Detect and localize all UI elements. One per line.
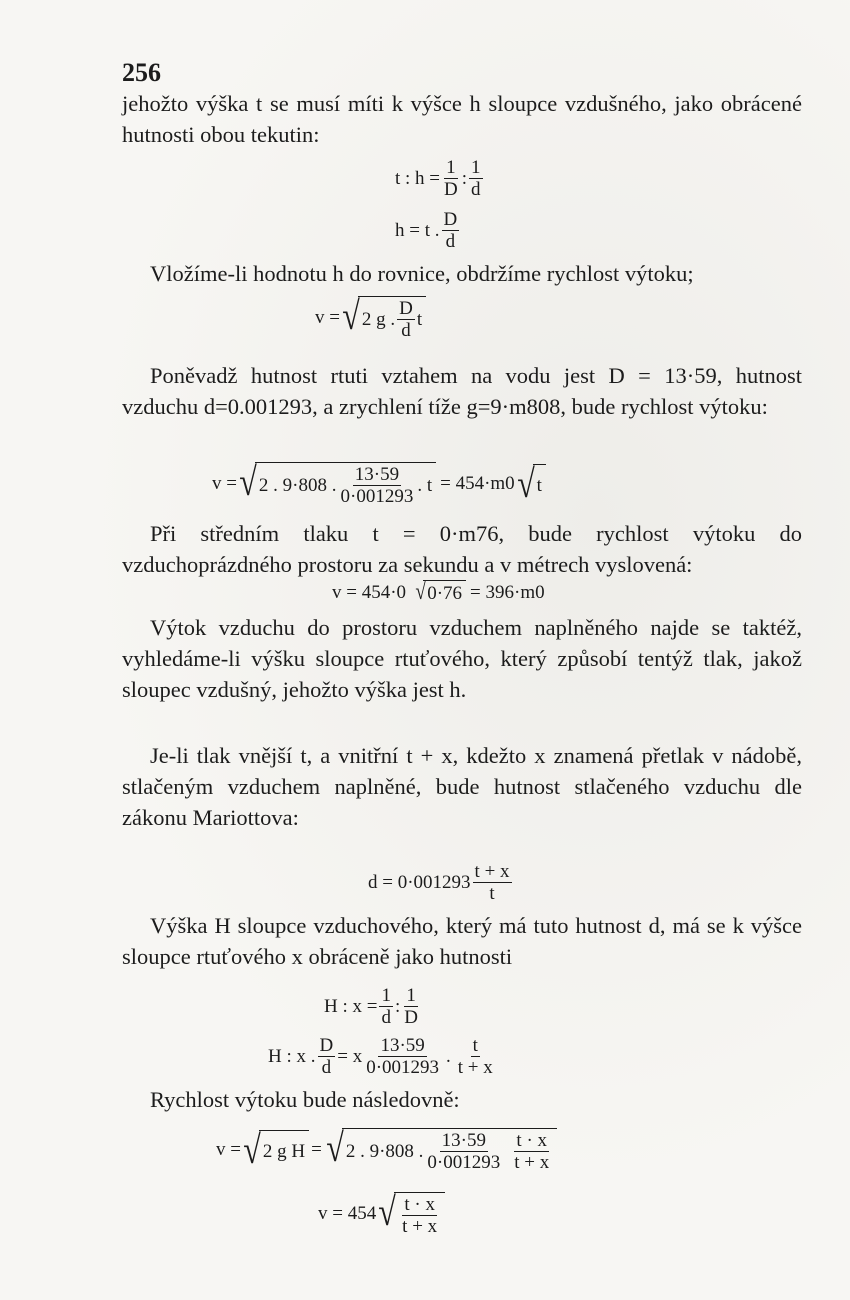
paragraph-8: Rychlost výtoku bude následovně: [150, 1087, 460, 1112]
equation-7: H : x = $\frac{1}{d}$ : $\frac{1}{D}$ [324, 985, 418, 1028]
paragraph-1: jehožto výška t se musí míti k výšce h sloupce vzdušného, jako obrácené hutnosti obou tekutin: [122, 91, 802, 147]
paragraph-3: Poněvadž hutnost rtuti vztahem na vodu jest D = 13·59, hutnost vzduchu d=0.001293, a zrychlení tíže g=9·m808, bude rychlost výtoku: [122, 363, 802, 419]
paragraph-6: Je-li tlak vnější t, a vnitřní t + x, kdežto x znamená přetlak v nádobě, stlačeným vzduchem naplněné, bude hutnost stlačeného vzduchu dle zákonu Mariottova: [122, 743, 802, 830]
equation-6: d = 0·001293 $\frac{t + x}{t}$ [368, 861, 510, 904]
equation-3: v = √ 2 g . $\frac{D}{d}$ t [315, 296, 426, 340]
equation-5: v = 454·0 √ 0·76 = 396·m0 [332, 579, 545, 605]
equation-9: v = √ 2 g H = √ 2 . 9·808 . $\frac{13\cdot 59}{0\cdot 001293}$ $\frac{t \cdot x}{t + x}$ [216, 1128, 557, 1172]
page-number: 256 [122, 58, 161, 87]
paragraph-4: Při středním tlaku t = 0·m76, bude rychlost výtoku do vzduchoprázdného prostoru za sekundu a v métrech vyslovená: [122, 521, 802, 577]
paragraph-2: Vložíme-li hodnotu h do rovnice, obdržíme rychlost výtoku; [150, 261, 694, 286]
equation-8: H : x . $\frac{D}{d}$ = x $\frac{13\cdot 59}{0\cdot 001293}$ . $\frac{t}{t + x}$ [268, 1035, 493, 1078]
equation-10: v = 454 √ $\frac{t \cdot x}{t + x}$ [318, 1192, 445, 1236]
equation-1: t : h = $\frac{1}{D}$ : $\frac{1}{d}$ [395, 157, 481, 200]
paragraph-5: Výtok vzduchu do prostoru vzduchem naplněného najde se taktéž, vyhledáme-li výšku sloupce rtuťového, který způsobí tentýž tlak, jakož sloupec vzdušný, jehožto výška jest h. [122, 615, 802, 702]
equation-2: h = t . $\frac{D}{d}$ [395, 209, 458, 252]
equation-4: v = √ 2 . 9·808 . $\frac{13\cdot 59}{0\cdot 001293}$ . t = 454·m0 √ t [212, 462, 546, 506]
paragraph-7: Výška H sloupce vzduchového, který má tuto hutnost d, má se k výšce sloupce rtuťového x obráceně jako hutnosti [122, 913, 802, 969]
